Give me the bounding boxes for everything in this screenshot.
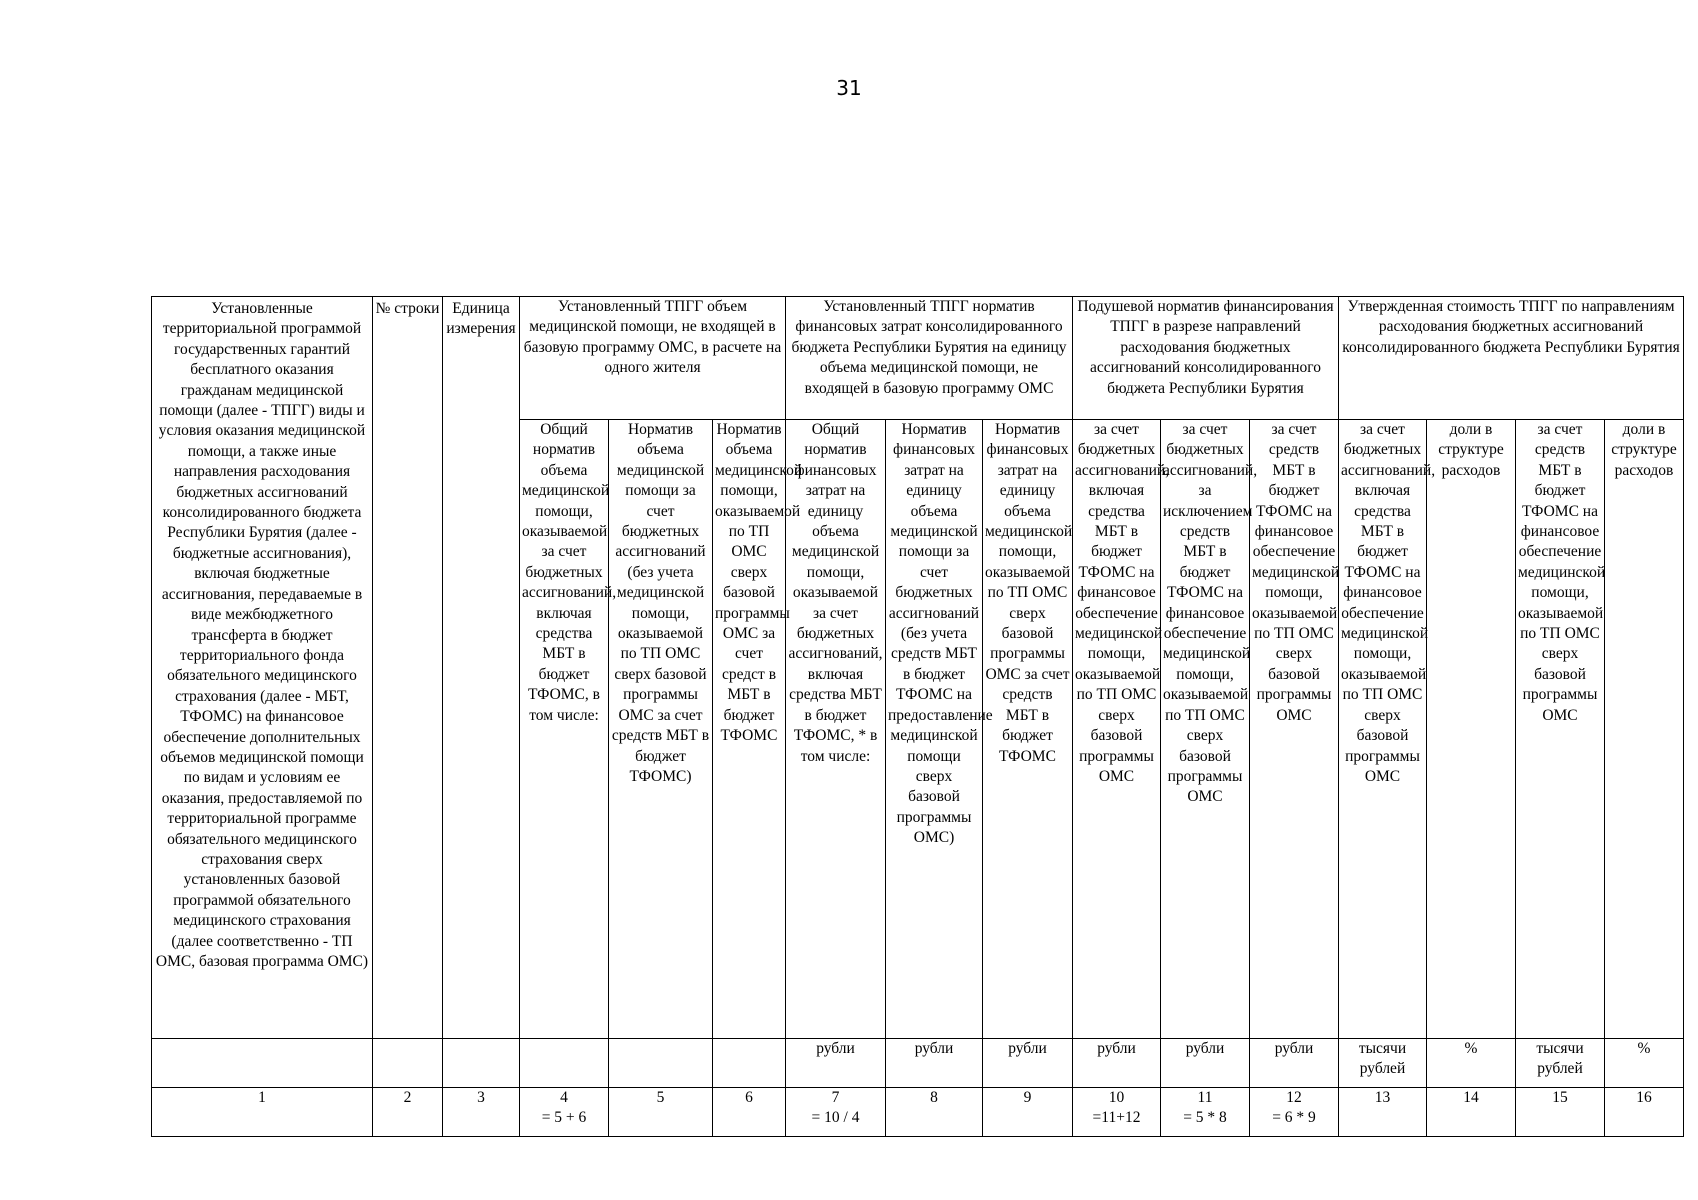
unit-cell-9: рубли (983, 1039, 1073, 1088)
unit-cell-16: % (1605, 1039, 1684, 1088)
unit-cell-8: рубли (886, 1039, 983, 1088)
subheader-col-11: за счет бюджетных ассигнований, за исключением средств МБТ в бюджет ТФОМС на финансовое обеспечение медицинской помощи, оказываемой по ТП ОМС сверх базовой программы ОМС (1161, 420, 1250, 1039)
header-volume-group: Установленный ТПГГ объем медицинской помощи, не входящей в базовую программу ОМС, в расчете на одного жителя (520, 297, 786, 420)
subheader-col-13: за счет бюджетных ассигнований, включая средства МБТ в бюджет ТФОМС на финансовое обеспечение медицинской помощи, оказываемой по ТП ОМС сверх базовой программы ОМС (1339, 420, 1427, 1039)
col-number-14: 14 (1427, 1088, 1516, 1137)
unit-cell-5 (609, 1039, 713, 1088)
unit-cell-15: тысячи рублей (1516, 1039, 1605, 1088)
col-number-3: 3 (443, 1088, 520, 1137)
unit-cell-4 (520, 1039, 609, 1088)
unit-cell-6 (713, 1039, 786, 1088)
header-unit: Единица измерения (443, 297, 520, 1039)
unit-cell-3 (443, 1039, 520, 1088)
subheader-col-10: за счет бюджетных ассигнований, включая средства МБТ в бюджет ТФОМС на финансовое обеспечение медицинской помощи, оказываемой по ТП ОМС сверх базовой программы ОМС (1073, 420, 1161, 1039)
subheader-col-16: доли в структуре расходов (1605, 420, 1684, 1039)
units-row (152, 1039, 1684, 1088)
col-number-6: 6 (713, 1088, 786, 1137)
subheader-col-15: за счет средств МБТ в бюджет ТФОМС на финансовое обеспечение медицинской помощи, оказываемой по ТП ОМС сверх базовой программы ОМС (1516, 420, 1605, 1039)
header-kinds-of-care: Установленные территориальной программой государственных гарантий бесплатного оказания гражданам медицинской помощи (далее - ТПГГ) виды и условия оказания медицинской помощи, а также иные направления расходования бюджетных ассигнований консолидированного бюджета Республики Бурятия (далее - бюджетные ассигнования), включая бюджетные ассигнования, передаваемые в виде межбюджетного трансферта в бюджет территориального фонда обязательного медицинского страхования (далее - МБТ, ТФОМС) на финансовое обеспечение дополнительных объемов медицинской помощи по видам и условиям ее оказания, предоставляемой по территориальной программе обязательного медицинского страхования сверх установленных базовой программой обязательного медицинского страхования (далее соответственно - ТП ОМС, базовая программа ОМС) (152, 297, 373, 1039)
subheader-col-7: Общий норматив финансовых затрат на единицу объема медицинской помощи, оказываемой за счет бюджетных ассигнований, включая средства МБТ в бюджет ТФОМС, * в том числе: (786, 420, 886, 1039)
unit-cell-10: рубли (1073, 1039, 1161, 1088)
col-number-13: 13 (1339, 1088, 1427, 1137)
subheader-col-8: Норматив финансовых затрат на единицу объема медицинской помощи за счет бюджетных ассигнований (без учета средств МБТ в бюджет ТФОМС на предоставление медицинской помощи сверх базовой программы ОМС) (886, 420, 983, 1039)
subheader-col-6: Норматив объема медицинской помощи, оказываемой по ТП ОМС сверх базовой программы ОМС за счет средст в МБТ в бюджет ТФОМС (713, 420, 786, 1039)
subheader-col-4: Общий норматив объема медицинской помощи, оказываемой за счет бюджетных ассигнований, включая средства МБТ в бюджет ТФОМС, в том числе: (520, 420, 609, 1039)
col-number-7: 7 = 10 / 4 (786, 1088, 886, 1137)
unit-cell-1 (152, 1039, 373, 1088)
col-number-10: 10 =11+12 (1073, 1088, 1161, 1137)
col-number-16: 16 (1605, 1088, 1684, 1137)
page-number: 31 (836, 76, 862, 100)
header-cost-norm-group: Установленный ТПГГ норматив финансовых затрат консолидированного бюджета Республики Бурятия на единицу объема медицинской помощи, не входящей в базовую программу ОМС (786, 297, 1073, 420)
unit-cell-12: рубли (1250, 1039, 1339, 1088)
header-row-number: № строки (373, 297, 443, 1039)
col-number-4: 4 = 5 + 6 (520, 1088, 609, 1137)
col-number-1: 1 (152, 1088, 373, 1137)
header-per-capita-group: Подушевой норматив финансирования ТПГГ в разрезе направлений расходования бюджетных ассигнований консолидированного бюджета Республики Бурятия (1073, 297, 1339, 420)
subheader-col-12: за счет средств МБТ в бюджет ТФОМС на финансовое обеспечение медицинской помощи, оказываемой по ТП ОМС сверх базовой программы ОМС (1250, 420, 1339, 1039)
col-number-11: 11 = 5 * 8 (1161, 1088, 1250, 1137)
subheader-col-9: Норматив финансовых затрат на единицу объема медицинской помощи, оказываемой по ТП ОМС сверх базовой программы ОМС за счет средств МБТ в бюджет ТФОМС (983, 420, 1073, 1039)
header-row (152, 297, 1684, 420)
header-approved-cost-group: Утвержденная стоимость ТПГГ по направлениям расходования бюджетных ассигнований консолидированного бюджета Республики Бурятия (1339, 297, 1684, 420)
col-number-5: 5 (609, 1088, 713, 1137)
unit-cell-14: % (1427, 1039, 1516, 1088)
unit-cell-11: рубли (1161, 1039, 1250, 1088)
col-number-9: 9 (983, 1088, 1073, 1137)
col-number-8: 8 (886, 1088, 983, 1137)
col-number-12: 12 = 6 * 9 (1250, 1088, 1339, 1137)
unit-cell-13: тысячи рублей (1339, 1039, 1427, 1088)
col-number-15: 15 (1516, 1088, 1605, 1137)
subheader-col-5: Норматив объема медицинской помощи за счет бюджетных ассигнований (без учета медицинской помощи, оказываемой по ТП ОМС сверх базовой программы ОМС за счет средств МБТ в бюджет ТФОМС) (609, 420, 713, 1039)
subheader-col-14: доли в структуре расходов (1427, 420, 1516, 1039)
budget-table (151, 296, 1684, 1137)
unit-cell-7: рубли (786, 1039, 886, 1088)
column-numbers-row (152, 1088, 1684, 1137)
col-number-2: 2 (373, 1088, 443, 1137)
unit-cell-2 (373, 1039, 443, 1088)
